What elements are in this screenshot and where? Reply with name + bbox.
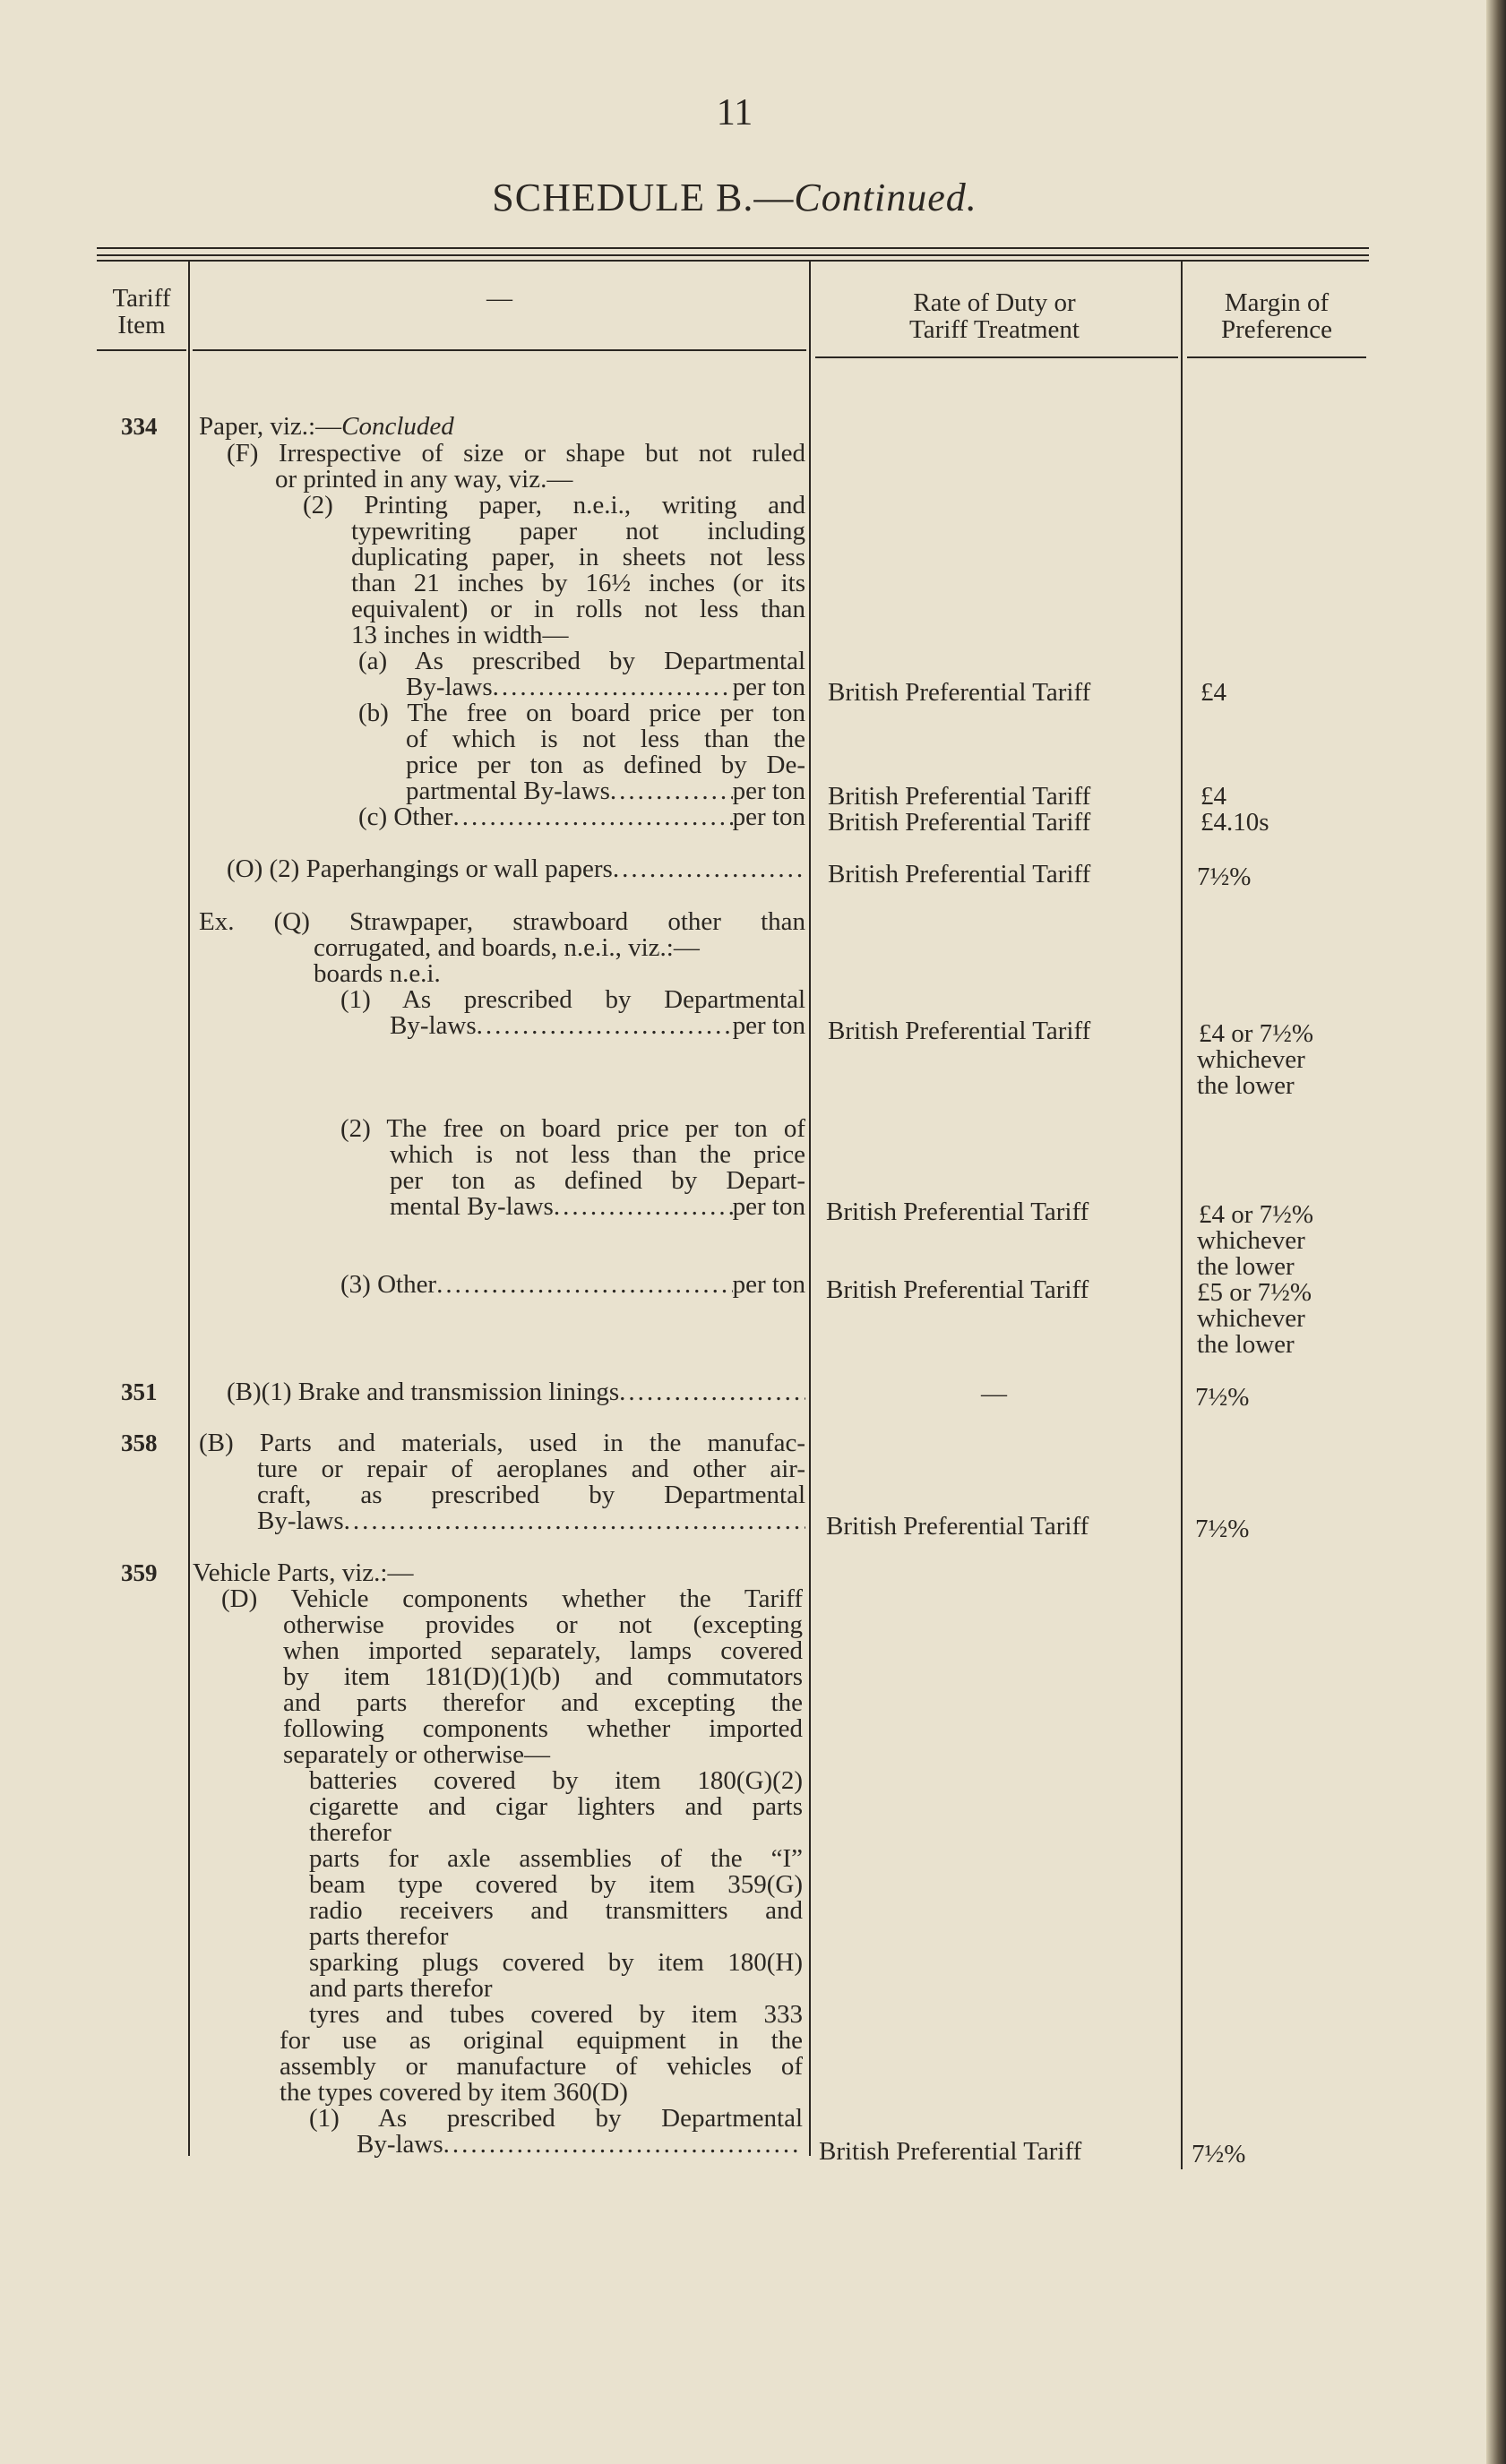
- parts-line3: craft, as prescribed by Departmental: [257, 1482, 805, 1508]
- page-edge-shadow: [1486, 0, 1506, 2464]
- rate-359: British Preferential Tariff: [819, 2137, 1082, 2166]
- vehicle-e-line1: batteries covered by item 180(G)(2): [309, 1768, 803, 1794]
- margin-334-q1-line3: the lower: [1197, 1071, 1295, 1100]
- vehicle-g-line1: (1) As prescribed by Departmental: [309, 2106, 803, 2132]
- header-rule-margin: [1187, 356, 1366, 358]
- rate-351: —: [981, 1379, 1007, 1408]
- paper-q1-line1: (1) As prescribed by Departmental: [340, 987, 805, 1013]
- header-tariff-line1: Tariff: [112, 284, 171, 313]
- paper-q3-other: (3) Other: [340, 1270, 437, 1299]
- paper-heading-text: Paper, viz.:—: [199, 412, 342, 441]
- column-divider-3: [1181, 262, 1183, 2169]
- vehicle-d-line5: and parts therefor and excepting the: [283, 1690, 803, 1716]
- paper-q2-line2: which is not less than the price: [390, 1142, 805, 1168]
- paper-q2-line4: [390, 1194, 805, 1220]
- paper-c-line: [358, 804, 805, 830]
- vehicle-d-line4: by item 181(D)(1)(b) and commutators: [283, 1664, 803, 1690]
- vehicle-d-line3: when imported separately, lamps covered: [283, 1638, 803, 1664]
- paper-p2-line2: typewriting paper not including: [351, 519, 805, 545]
- vehicle-f-line3: the types covered by item 360(D): [280, 2078, 628, 2107]
- tariff-item-351: 351: [121, 1378, 158, 1405]
- paper-b-line3: price per ton as defined by De-: [406, 752, 805, 778]
- header-rate-line1: Rate of Duty or: [913, 288, 1076, 317]
- margin-334-q2-line1: £4 or 7½%: [1199, 1200, 1314, 1229]
- margin-334-c: £4.10s: [1200, 808, 1269, 837]
- paper-a-bylaws: By-laws: [406, 673, 493, 701]
- vehicle-d-line2: otherwise provides or not (excepting: [283, 1612, 803, 1638]
- paper-o2-text: (O) (2) Paperhangings or wall papers: [227, 854, 613, 883]
- vehicle-heading: Vehicle Parts, viz.:—: [193, 1558, 414, 1587]
- paper-b-line2: of which is not less than the: [406, 726, 805, 752]
- margin-351: 7½%: [1195, 1383, 1250, 1412]
- header-tariff-line2: Item: [117, 311, 166, 339]
- paper-p2-line4: than 21 inches by 16½ inches (or its: [351, 571, 805, 597]
- vehicle-e-line6: radio receivers and transmitters and: [309, 1898, 803, 1924]
- vehicle-g-bylaws: By-laws: [357, 2130, 443, 2159]
- tariff-item-334: 334: [121, 413, 158, 440]
- header-margin-line2: Preference: [1221, 315, 1332, 344]
- margin-334-q3-line1: £5 or 7½%: [1197, 1278, 1312, 1307]
- rate-334-q1: British Preferential Tariff: [828, 1017, 1091, 1045]
- margin-358: 7½%: [1195, 1515, 1250, 1543]
- schedule-title-italic: Continued.: [794, 176, 977, 219]
- paper-b-line4: [406, 778, 805, 804]
- margin-334-b: £4: [1200, 782, 1226, 811]
- paper-f-line2: or printed in any way, viz.—: [275, 465, 573, 494]
- rate-334-a: British Preferential Tariff: [828, 678, 1091, 707]
- per-ton-label: per ton: [732, 1270, 805, 1299]
- paper-p2-line5: equivalent) or in rolls not less than: [351, 597, 805, 622]
- paper-o2-line: [227, 856, 805, 882]
- margin-359: 7½%: [1192, 2140, 1246, 2168]
- paper-heading-italic: Concluded: [341, 412, 454, 441]
- vehicle-e-line8: sparking plugs covered by item 180(H): [309, 1950, 803, 1976]
- paper-p2-line3: duplicating paper, in sheets not less: [351, 545, 805, 571]
- paper-p2-line6: 13 inches in width—: [351, 621, 569, 649]
- brake-text: (B)(1) Brake and transmission linings: [227, 1378, 620, 1406]
- paper-p2-line1: (2) Printing paper, n.e.i., writing and: [303, 493, 805, 519]
- paper-b-line1: (b) The free on board price per ton: [358, 700, 805, 726]
- vehicle-f-line2: assembly or manufacture of vehicles of: [280, 2054, 803, 2080]
- paper-a-line2: [406, 674, 805, 700]
- vehicle-d-line7: separately or otherwise—: [283, 1740, 550, 1769]
- rate-334-q3: British Preferential Tariff: [826, 1275, 1089, 1304]
- paper-b-bylaws: partmental By-laws: [406, 777, 610, 805]
- paper-c-other: (c) Other: [358, 803, 453, 831]
- column-divider-1: [188, 262, 190, 2156]
- parts-line1: (B) Parts and materials, used in the manufac-: [199, 1430, 805, 1456]
- column-divider-2: [809, 262, 811, 2156]
- paper-heading: [199, 414, 454, 440]
- paper-ex-line3: boards n.e.i.: [314, 959, 441, 988]
- margin-334-q1-line1: £4 or 7½%: [1199, 1019, 1314, 1048]
- margin-334-q1-line2: whichever: [1197, 1045, 1305, 1074]
- margin-334-o2: 7½%: [1197, 863, 1252, 891]
- paper-ex-line1: Ex. (Q) Strawpaper, strawboard other than: [199, 909, 805, 935]
- top-rule-1: [97, 247, 1369, 249]
- page-number: 11: [716, 92, 753, 133]
- header-margin: [1183, 289, 1371, 343]
- margin-334-a: £4: [1200, 678, 1226, 707]
- header-description: —: [486, 284, 512, 313]
- brake-line: [227, 1379, 805, 1405]
- vehicle-e-line3: therefor: [309, 1818, 392, 1847]
- paper-q2-bylaws: mental By-laws: [390, 1192, 554, 1221]
- parts-line2: ture or repair of aeroplanes and other air-: [257, 1456, 805, 1482]
- schedule-title-main: SCHEDULE B.—: [492, 176, 795, 219]
- per-ton-label: per ton: [732, 1011, 805, 1040]
- header-rule-desc: [193, 349, 806, 351]
- per-ton-label: per ton: [732, 777, 805, 805]
- rate-334-q2: British Preferential Tariff: [826, 1198, 1089, 1226]
- rate-334-c: British Preferential Tariff: [828, 808, 1091, 837]
- margin-334-q3-line3: the lower: [1197, 1330, 1295, 1359]
- vehicle-e-line7: parts therefor: [309, 1922, 449, 1951]
- vehicle-f-line1: for use as original equipment in the: [280, 2028, 803, 2054]
- header-rule-rate: [815, 356, 1178, 358]
- paper-f-line1: (F) Irrespective of size or shape but not ruled: [227, 441, 805, 467]
- per-ton-label: per ton: [732, 673, 805, 701]
- per-ton-label: per ton: [732, 803, 805, 831]
- paper-a-line1: (a) As prescribed by Departmental: [358, 648, 805, 674]
- rate-334-o2: British Preferential Tariff: [828, 860, 1091, 889]
- paper-q3-line: [340, 1272, 805, 1298]
- vehicle-e-line4: parts for axle assemblies of the “I”: [309, 1846, 803, 1872]
- parts-line4: [257, 1508, 805, 1534]
- vehicle-e-line9: and parts therefor: [309, 1974, 493, 2003]
- per-ton-label: per ton: [732, 1192, 805, 1221]
- header-margin-line1: Margin of: [1224, 288, 1330, 317]
- top-rule-3: [97, 260, 1369, 262]
- paper-q2-line3: per ton as defined by Depart-: [390, 1168, 805, 1194]
- rate-334-b: British Preferential Tariff: [828, 782, 1091, 811]
- tariff-item-358: 358: [121, 1429, 158, 1456]
- parts-bylaws: By-laws: [257, 1507, 344, 1535]
- rate-358: British Preferential Tariff: [826, 1512, 1089, 1541]
- paper-ex-line2: corrugated, and boards, n.e.i., viz.:—: [314, 933, 700, 962]
- vehicle-e-line10: tyres and tubes covered by item 333: [309, 2002, 803, 2028]
- header-tariff-item: [97, 285, 186, 339]
- paper-q1-line2: [390, 1013, 805, 1039]
- paper-q2-line1: (2) The free on board price per ton of: [340, 1116, 805, 1142]
- header-rate-line2: Tariff Treatment: [909, 315, 1080, 344]
- schedule-title: [0, 175, 1469, 220]
- header-rate: [811, 289, 1178, 343]
- header-rule-item: [97, 349, 186, 351]
- paper-q1-bylaws: By-laws: [390, 1011, 477, 1040]
- margin-334-q2-line3: the lower: [1197, 1252, 1295, 1281]
- vehicle-g-line2: [357, 2132, 803, 2158]
- vehicle-e-line2: cigarette and cigar lighters and parts: [309, 1794, 803, 1820]
- margin-334-q3-line2: whichever: [1197, 1304, 1305, 1333]
- margin-334-q2-line2: whichever: [1197, 1226, 1305, 1255]
- tariff-item-359: 359: [121, 1559, 158, 1586]
- top-rule-2: [97, 254, 1369, 256]
- vehicle-d-line1: (D) Vehicle components whether the Tariff: [221, 1586, 803, 1612]
- vehicle-d-line6: following components whether imported: [283, 1716, 803, 1742]
- vehicle-e-line5: beam type covered by item 359(G): [309, 1872, 803, 1898]
